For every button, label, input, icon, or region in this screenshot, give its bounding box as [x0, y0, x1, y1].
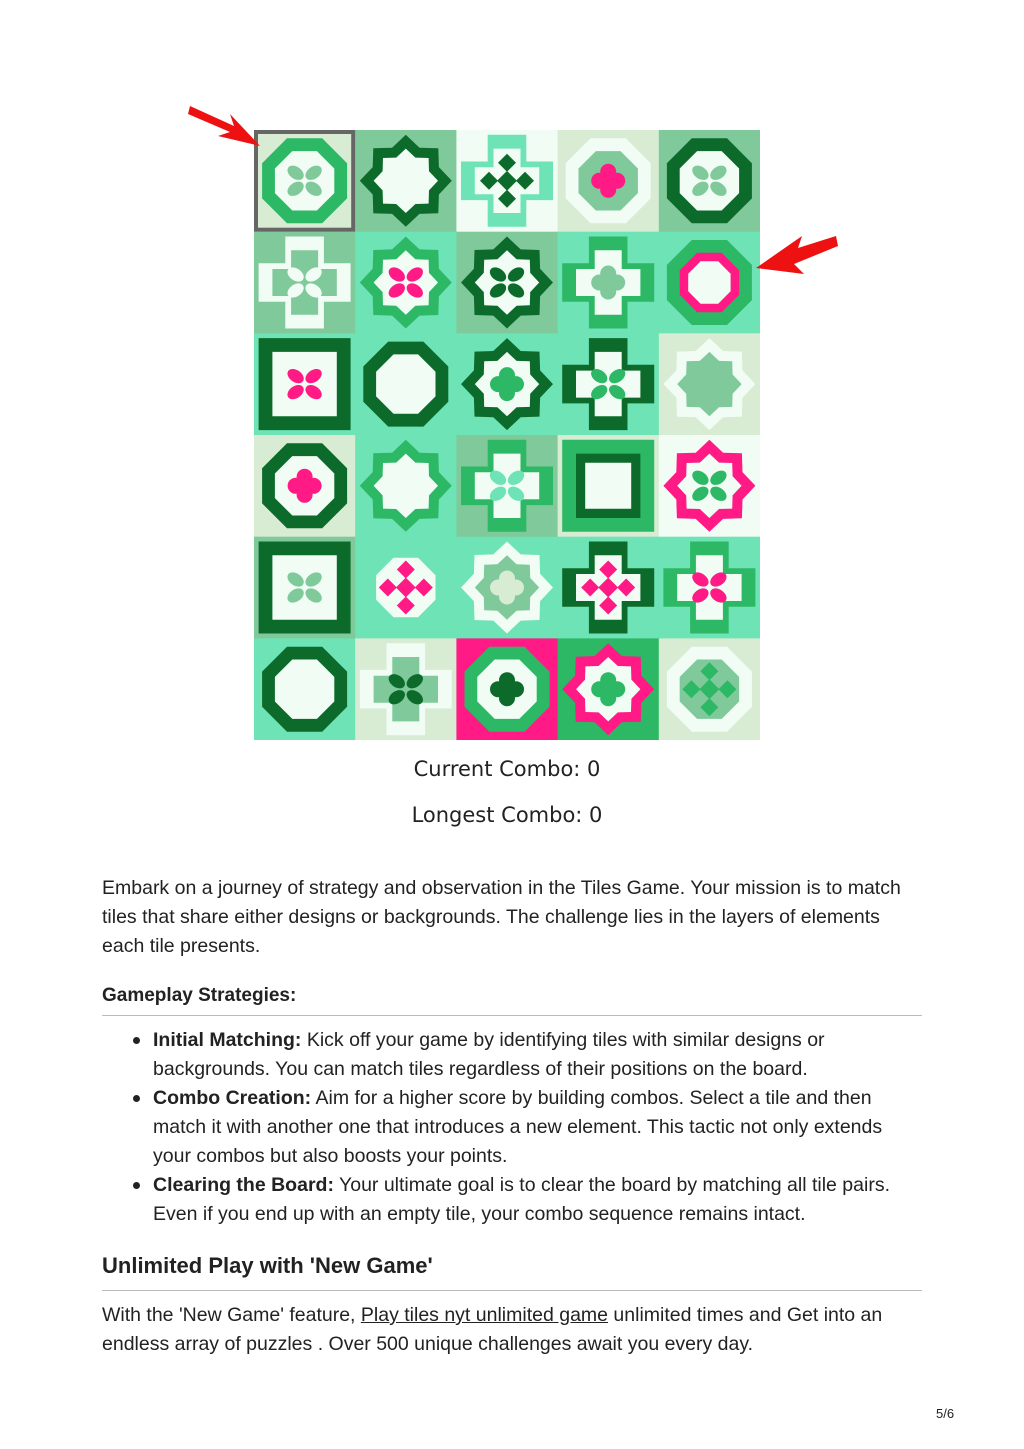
tile[interactable]: [254, 130, 356, 232]
tile[interactable]: [355, 130, 457, 232]
list-item: [102, 1171, 922, 1229]
strategies-list: [102, 1026, 922, 1229]
list-item-title: Clearing the Board:: [153, 1174, 334, 1196]
outro-paragraph: [102, 1301, 922, 1359]
longest-combo: Longest Combo: 0: [411, 803, 603, 827]
tiles-grid: [254, 130, 760, 740]
list-item-title: Combo Creation:: [153, 1087, 312, 1109]
tile[interactable]: [254, 537, 356, 639]
list-item-text: Your ultimate goal is to clear the board by matching all tile pairs. Even if you end up with an empty tile, your combo sequence remains intact.: [153, 1174, 890, 1225]
tiles-board: [254, 130, 760, 740]
bullet-icon: [133, 1095, 140, 1102]
bullet-icon: [133, 1182, 140, 1189]
tile[interactable]: [355, 232, 457, 334]
current-combo: Current Combo: 0: [413, 757, 601, 781]
tile[interactable]: [456, 638, 558, 740]
unlimited-game-link[interactable]: Play tiles nyt unlimited game: [360, 1304, 609, 1326]
list-item-title: Initial Matching:: [153, 1029, 302, 1051]
section-heading: Unlimited Play with 'New Game': [102, 1253, 433, 1278]
list-item-text: Kick off your game by identifying tiles with similar designs or backgrounds. You can match tiles regardless of their positions on the board.: [153, 1029, 825, 1080]
divider: [102, 1015, 922, 1016]
tile[interactable]: [254, 435, 356, 537]
tile[interactable]: [456, 232, 558, 334]
list-item-text: Aim for a higher score by building combos. Select a tile and then match it with another one that introduces a new element. This tactic not only extends your combos but also boosts your points.: [153, 1087, 883, 1167]
outro-text-after: unlimited times and Get into an endless array of puzzles . Over 500 unique challenges await you every day.: [102, 1304, 883, 1355]
tile[interactable]: [355, 537, 457, 639]
tile[interactable]: [456, 435, 558, 537]
tile[interactable]: [558, 638, 660, 740]
tile[interactable]: [558, 333, 660, 435]
tile[interactable]: [558, 435, 660, 537]
tile[interactable]: [456, 333, 558, 435]
outro-text-before: With the 'New Game' feature,: [102, 1304, 361, 1326]
pointer-arrow-icon: [752, 228, 842, 280]
tile[interactable]: [456, 537, 558, 639]
tile[interactable]: [355, 638, 457, 740]
strategies-heading: Gameplay Strategies:: [102, 985, 297, 1006]
tile[interactable]: [254, 333, 356, 435]
tile[interactable]: [456, 130, 558, 232]
list-item: [102, 1084, 922, 1171]
tile[interactable]: [254, 638, 356, 740]
tile[interactable]: [254, 232, 356, 334]
tile[interactable]: [558, 537, 660, 639]
tile[interactable]: [659, 333, 760, 435]
tile[interactable]: [659, 435, 760, 537]
tile[interactable]: [659, 130, 760, 232]
tile[interactable]: [659, 537, 760, 639]
tile[interactable]: [355, 435, 457, 537]
intro-paragraph: Embark on a journey of strategy and observation in the Tiles Game. Your mission is to match tiles that share either designs or backgrounds. The challenge lies in the layers of elements each tile presents.: [102, 877, 901, 957]
tile[interactable]: [659, 232, 760, 334]
list-item: [102, 1026, 922, 1084]
tile[interactable]: [558, 130, 660, 232]
bullet-icon: [133, 1037, 140, 1044]
divider: [102, 1290, 922, 1291]
pointer-arrow-icon: [186, 96, 266, 156]
tile[interactable]: [558, 232, 660, 334]
tile[interactable]: [355, 333, 457, 435]
page-number: 5/6: [936, 1406, 955, 1421]
tile[interactable]: [659, 638, 760, 740]
